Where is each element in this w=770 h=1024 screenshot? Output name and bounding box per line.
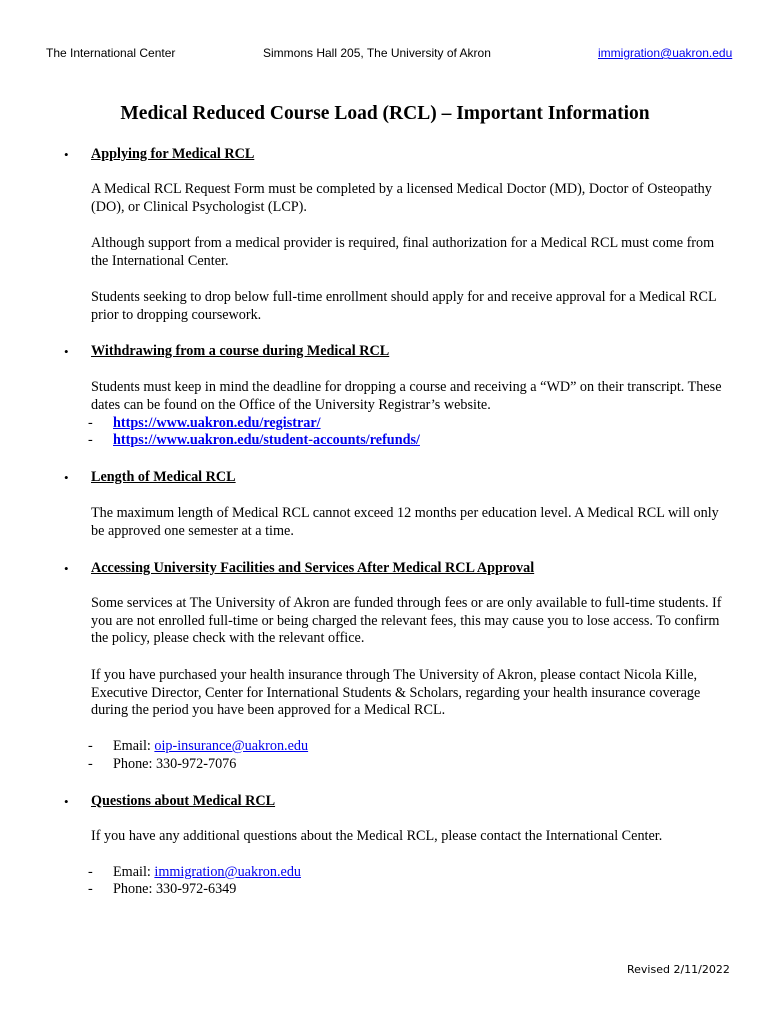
questions-phone: Phone: 330-972-6349 <box>113 881 237 897</box>
header-email-link[interactable]: immigration@uakron.edu <box>598 46 733 60</box>
header-org: The International Center <box>46 46 176 60</box>
bullet-icon: • <box>64 470 69 485</box>
list-dash: - <box>88 415 93 431</box>
insurance-email-row <box>88 738 731 756</box>
list-dash: - <box>88 756 93 772</box>
bullet-icon: • <box>64 794 69 809</box>
header-address: Simmons Hall 205, The University of Akron <box>263 46 491 60</box>
accessing-paragraph-2: If you have purchased your health insurance through The University of Akron, please contact Nicola Kille, Executive Director, Center for International Students & Scholars, regarding your health insurance coverage during the period you have been approved for a Medical RCL. <box>91 667 701 718</box>
applying-paragraph-1: A Medical RCL Request Form must be completed by a licensed Medical Doctor (MD), Doctor of Osteopathy (DO), or Clinical Psychologist (LCP). <box>91 181 712 215</box>
section-heading-applying: Applying for Medical RCL <box>91 146 255 162</box>
applying-paragraph-2: Although support from a medical provider is required, final authorization for a Medical RCL must come from the International Center. <box>91 235 715 269</box>
bullet-icon: • <box>64 147 69 162</box>
email-label: Email: <box>113 864 155 880</box>
refunds-link-row <box>88 432 731 450</box>
registrar-link[interactable]: https://www.uakron.edu/registrar/ <box>113 415 321 431</box>
revision-date: Revised 2/11/2022 <box>627 963 730 976</box>
bullet-icon: • <box>64 344 69 359</box>
bullet-icon: • <box>64 561 69 576</box>
registrar-link-row <box>88 415 731 433</box>
withdrawing-paragraph-1: Students must keep in mind the deadline for dropping a course and receiving a “WD” on their transcript. These dates can be found on the Office of the University Registrar’s website. <box>91 379 722 413</box>
refunds-link[interactable]: https://www.uakron.edu/student-accounts/refunds/ <box>113 432 420 448</box>
list-dash: - <box>88 864 93 880</box>
insurance-email-link[interactable]: oip-insurance@uakron.edu <box>154 738 309 754</box>
accessing-paragraph-1: Some services at The University of Akron are funded through fees or are only available to full-time students. If you are not enrolled full-time or being charged the relevant fees, this may cause you to lose access. To confirm the policy, please check with the relevant office. <box>91 595 722 646</box>
list-dash: - <box>88 881 93 897</box>
questions-email-row <box>88 864 731 882</box>
section-heading-questions: Questions about Medical RCL <box>91 793 276 809</box>
list-dash: - <box>88 738 93 754</box>
insurance-phone-row <box>88 756 731 774</box>
questions-phone-row <box>88 881 731 899</box>
list-dash: - <box>88 432 93 448</box>
page-title: Medical Reduced Course Load (RCL) – Important Information <box>120 103 650 124</box>
applying-paragraph-3: Students seeking to drop below full-time enrollment should apply for and receive approval for a Medical RCL prior to dropping coursework. <box>91 289 717 323</box>
section-heading-accessing: Accessing University Facilities and Services After Medical RCL Approval <box>91 560 535 576</box>
questions-paragraph-1: If you have any additional questions about the Medical RCL, please contact the International Center. <box>91 828 663 844</box>
insurance-phone: Phone: 330-972-7076 <box>113 756 237 772</box>
email-label: Email: <box>113 738 155 754</box>
section-heading-length: Length of Medical RCL <box>91 469 236 485</box>
immigration-email-link[interactable]: immigration@uakron.edu <box>154 864 302 880</box>
section-heading-withdrawing: Withdrawing from a course during Medical RCL <box>91 343 390 359</box>
length-paragraph-1: The maximum length of Medical RCL cannot exceed 12 months per education level. A Medical RCL will only be approved one semester at a time. <box>91 505 719 539</box>
